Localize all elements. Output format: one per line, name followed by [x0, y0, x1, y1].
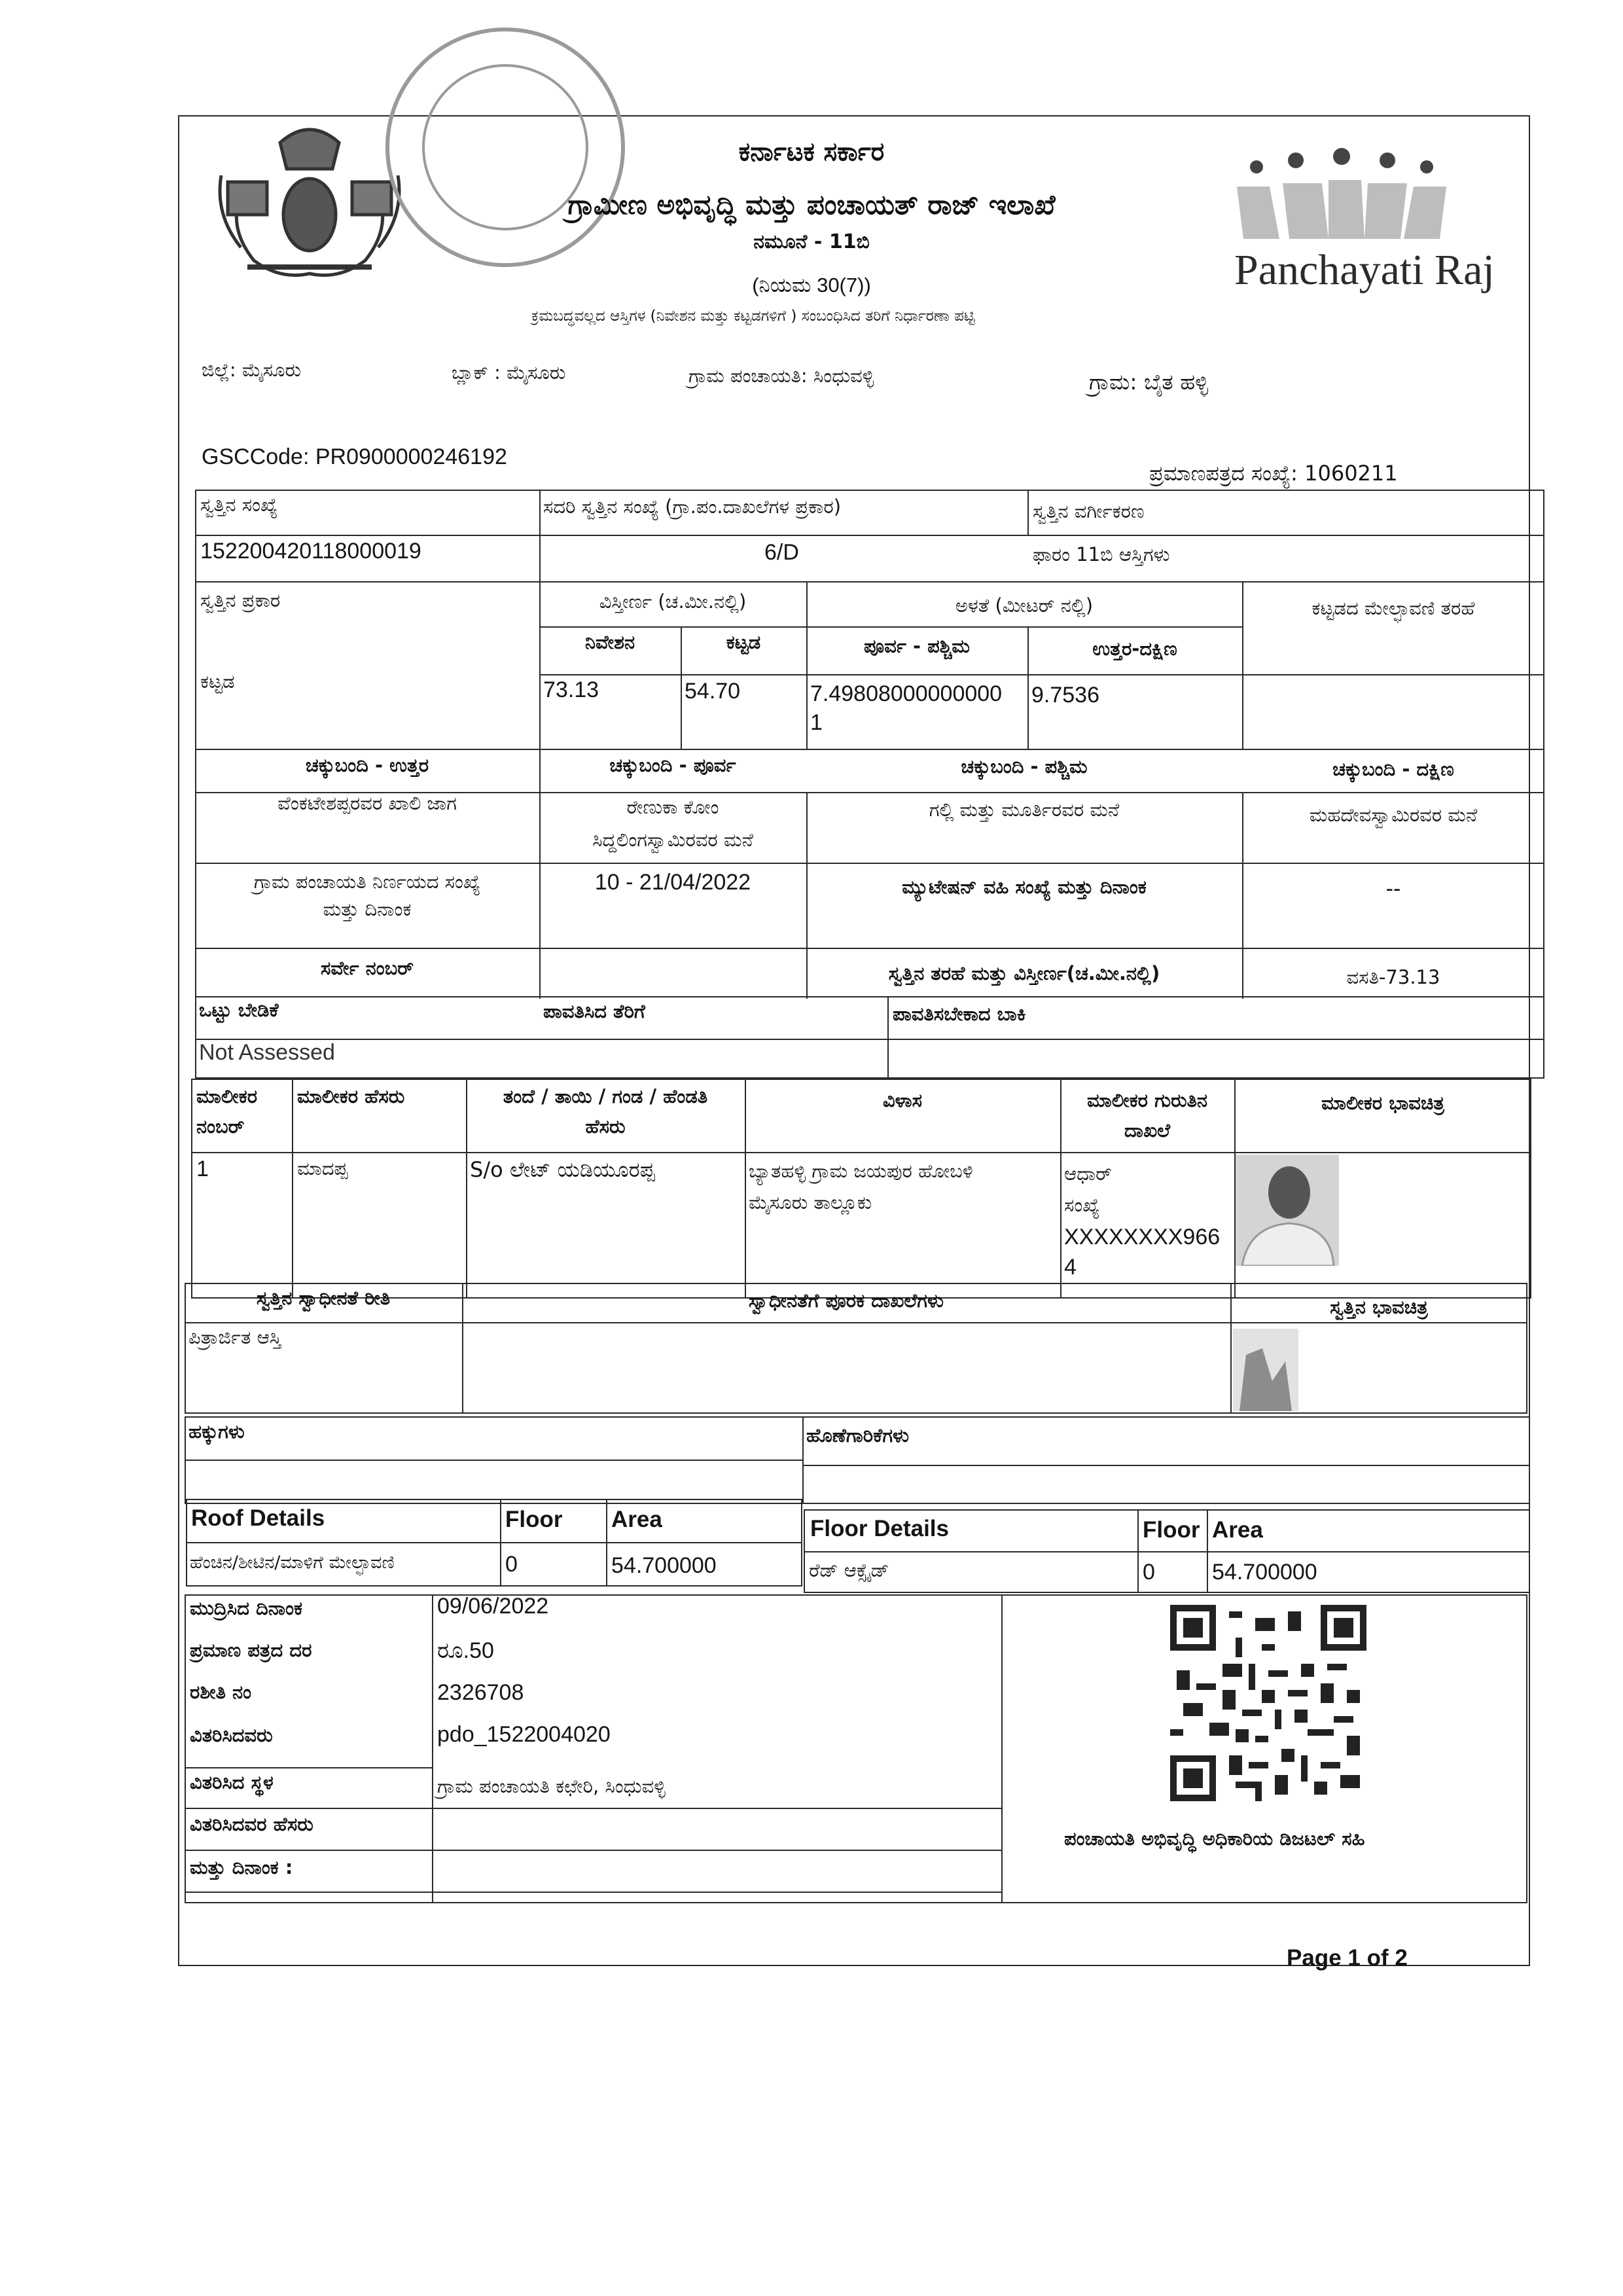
property-photo-label: ಸ್ವತ್ತಿನ ಭಾವಚಿತ್ರ [1330, 1296, 1428, 1318]
property-photo [1233, 1329, 1298, 1411]
fee-label: ಪ್ರಮಾಣ ಪತ್ರದ ದರ [190, 1639, 312, 1661]
receipt-value: 2326708 [437, 1680, 524, 1705]
floor-type-value: ರೆಡ್ ಆಕ್ಸೈಡ್ [809, 1559, 889, 1581]
total-demand-label: ಒಟ್ಟು ಬೇಡಿಕೆ [199, 999, 279, 1021]
owner-name-label: ಮಾಲೀಕರ ಹೆಸರು [297, 1085, 405, 1107]
resolution-label-cont: ಮತ್ತು ದಿನಾಂಕ [323, 898, 412, 920]
ownership-mode-value: ಪಿತ್ರಾರ್ಜಿತ ಆಸ್ತಿ [188, 1326, 281, 1348]
id-proof-label-cont: ದಾಖಲೆ [1124, 1119, 1171, 1141]
boundary-west-label: ಚಕ್ಕುಬಂದಿ - ಪಶ್ಚಿಮ [961, 755, 1088, 778]
page-number: Page 1 of 2 [1287, 1945, 1408, 1971]
balance-due-label: ಪಾವತಿಸಬೇಕಾದ ಬಾಕಿ [893, 1003, 1026, 1025]
gsc-code: GSCCode: PR0900000246192 [202, 444, 507, 469]
resolution-label: ಗ್ರಾಮ ಪಂಚಾಯತಿ ನಿರ್ಣಯದ ಸಂಖ್ಯೆ [253, 870, 481, 893]
classification-value: ಫಾರಂ 11ಬಿ ಆಸ್ತಿಗಳು [1033, 543, 1170, 565]
print-date-label: ಮುದ್ರಿಸಿದ ದಿನಾಂಕ [190, 1597, 303, 1619]
village: ಗ್ರಾಮ: ಬೈತ ಹಳ್ಳಿ [1089, 369, 1209, 395]
floor-label: Floor [1143, 1517, 1200, 1543]
boundary-north-label: ಚಕ್ಕುಬಂದಿ - ಉತ್ತರ [305, 754, 429, 776]
property-nature-label: ಸ್ವತ್ತಿನ ತರಹೆ ಮತ್ತು ವಿಸ್ತೀರ್ಣ(ಚ.ಮೀ.ನಲ್ಲಿ) [888, 962, 1160, 984]
block: ಬ್ಲಾಕ್ : ಮೈಸೂರು [452, 361, 566, 384]
resolution-value: 10 - 21/04/2022 [594, 870, 751, 895]
roof-floor-value: 0 [505, 1552, 518, 1577]
issuer-label: ವಿತರಿಸಿದವರು [190, 1724, 273, 1746]
boundary-north-value: ವೆಂಕಟೇಶಪ್ಪರವರ ಖಾಲಿ ಜಾಗ [277, 792, 457, 814]
owner-name-value: ಮಾದಪ್ಪ [297, 1157, 348, 1179]
site-label: ನಿವೇಶನ [584, 631, 635, 653]
boundary-south-value: ಮಹದೇವಸ್ವಾಮಿರವರ ಮನೆ [1309, 804, 1478, 826]
ownership-mode-label: ಸ್ವತ್ತಿನ ಸ್ವಾಧೀನತೆ ರೀತಿ [256, 1287, 391, 1309]
owner-number-label-cont: ನಂಬರ್ [196, 1115, 245, 1138]
sadari-number-label: ಸದರಿ ಸ್ವತ್ತಿನ ಸಂಖ್ಯೆ (ಗ್ರಾ.ಪಂ.ದಾಖಲೆಗಳ ಪ್ರಕಾರ) [543, 495, 842, 518]
area-label: ವಿಸ್ತೀರ್ಣ (ಚ.ಮೀ.ನಲ್ಲಿ) [599, 590, 747, 613]
north-south-label: ಉತ್ತರ-ದಕ್ಷಿಣ [1092, 637, 1177, 660]
address-value: ಬ್ಯಾತಹಳ್ಳಿ ಗ್ರಾಮ ಜಯಪುರ ಹೋಬಳಿ [749, 1160, 973, 1182]
issuer-name-label: ವಿತರಿಸಿದವರ ಹೆಸರು [190, 1813, 313, 1835]
property-nature-value: ವಸತಿ-73.13 [1346, 966, 1440, 988]
roof-details-title: Roof Details [191, 1505, 325, 1531]
property-id-value: 152200420118000019 [200, 539, 421, 564]
boundary-east-value-cont: ಸಿದ್ದಲಿಂಗಸ್ವಾಮಿರವರ ಮನೆ [592, 829, 753, 851]
relation-value: S/o ಲೇಟ್ ಯಡಿಯೂರಪ್ಪ [470, 1157, 655, 1182]
certificate-number: ಪ್ರಮಾಣಪತ್ರದ ಸಂಖ್ಯೆ: 1060211 [1149, 461, 1398, 486]
floor-area-label: Area [1212, 1517, 1263, 1543]
fee-value: ರೂ.50 [437, 1638, 494, 1663]
aadhaar-number: XXXXXXXX966 [1064, 1225, 1221, 1249]
government-title: ಕರ್ನಾಟಕ ಸರ್ಕಾರ [738, 137, 885, 167]
dimension-label: ಅಳತೆ (ಮೀಟರ್ ನಲ್ಲಿ) [955, 594, 1094, 617]
property-type-label: ಸ್ವತ್ತಿನ ಪ್ರಕಾರ [200, 589, 281, 611]
qr-code [1170, 1605, 1366, 1801]
liabilities-label: ಹೊಣೆಗಾರಿಕೆಗಳು [806, 1424, 909, 1446]
issue-place-label: ವಿತರಿಸಿದ ಸ್ಥಳ [190, 1771, 274, 1793]
id-proof-value: ಆಧಾರ್ [1064, 1162, 1112, 1185]
address-label: ವಿಳಾಸ [882, 1089, 923, 1111]
building-area-value: 54.70 [685, 679, 741, 704]
east-west-value: 7.49808000000000 [810, 681, 1003, 706]
boundary-east-label: ಚಕ್ಕುಬಂದಿ - ಪೂರ್ವ [609, 754, 736, 776]
east-west-value-cont: 1 [810, 710, 823, 735]
rule-number: (ನಿಯಮ 30(7)) [752, 274, 871, 296]
property-id-label: ಸ್ವತ್ತಿನ ಸಂಖ್ಯೆ [200, 493, 278, 516]
address-value-cont: ಮೈಸೂರು ತಾಲ್ಲೂಕು [749, 1191, 872, 1213]
panchayati-raj-logo-text: Panchayati Raj [1234, 246, 1495, 294]
boundary-south-label: ಚಕ್ಕುಬಂದಿ - ದಕ್ಷಿಣ [1332, 758, 1454, 780]
digital-signature-label: ಪಂಚಾಯತಿ ಅಭಿವೃದ್ಧಿ ಅಧಿಕಾರಿಯ ಡಿಜಟಲ್ ಸಹಿ [1064, 1827, 1365, 1850]
document-subtitle: ಕ್ರಮಬದ್ಧವಲ್ಲದ ಆಸ್ತಿಗಳ (ನಿವೇಶನ ಮತ್ತು ಕಟ್ಟಡಗಳಿಗೆ ) ಸಂಬಂಧಿಸಿದ ತರಿಗೆ ನಿರ್ಧಾರಣಾ ಪಟ್ಟಿ [531, 308, 975, 325]
issue-date-label: ಮತ್ತು ದಿನಾಂಕ : [190, 1856, 293, 1878]
boundary-west-value: ಗಲ್ಲಿ ಮತ್ತು ಮೂರ್ತಿರವರ ಮನೆ [929, 798, 1120, 821]
property-type-value: ಕಟ್ಟಡ [200, 670, 235, 692]
aadhaar-number-cont: 4 [1064, 1255, 1077, 1280]
mutation-label: ಮ್ಯುಟೇಷನ್ ವಹಿ ಸಂಖ್ಯೆ ಮತ್ತು ದಿನಾಂಕ [902, 876, 1147, 898]
total-demand-value: Not Assessed [199, 1040, 335, 1065]
roof-area-label: Area [611, 1507, 662, 1532]
owner-number-value: 1 [196, 1157, 209, 1181]
sadari-number-value: 6/D [764, 540, 799, 565]
floor-area-value: 54.700000 [1212, 1560, 1317, 1585]
survey-number-label: ಸರ್ವೇ ನಂಬರ್ [321, 957, 414, 979]
department-title: ಗ್ರಾಮೀಣ ಅಭಿವೃದ್ಧಿ ಮತ್ತು ಪಂಚಾಯತ್ ರಾಜ್ ಇಲಾಖೆ [567, 188, 1056, 221]
boundary-east-value: ರೇಣುಕಾ ಕೋಂ [626, 796, 719, 818]
id-proof-value-cont: ಸಂಖ್ಯೆ [1064, 1194, 1100, 1216]
rights-label: ಹಕ್ಕುಗಳು [188, 1420, 245, 1443]
panchayat: ಗ್ರಾಮ ಪಂಚಾಯತಿ: ಸಿಂಧುವಳ್ಳಿ [688, 365, 874, 387]
floor-details-title: Floor Details [810, 1516, 949, 1541]
roof-floor-label: Floor [505, 1507, 563, 1532]
tax-paid-label: ಪಾವತಿಸಿದ ತೆರಿಗೆ [543, 1000, 645, 1022]
issue-place-value: ಗ್ರಾಮ ಪಂಚಾಯತಿ ಕಛೇರಿ, ಸಿಂಧುವಳ್ಳಿ [437, 1775, 666, 1797]
owner-photo [1236, 1155, 1339, 1266]
receipt-label: ರಶೀತಿ ನಂ [190, 1681, 252, 1703]
east-west-label: ಪೂರ್ವ - ಪಶ್ಚಿಮ [863, 635, 971, 657]
north-south-value: 9.7536 [1031, 683, 1099, 708]
relation-label: ತಂದೆ / ತಾಯಿ / ಗಂಡ / ಹೆಂಡತಿ [503, 1085, 708, 1107]
building-label: ಕಟ್ಟಡ [726, 631, 761, 653]
relation-label-cont: ಹೆಸರು [585, 1115, 626, 1138]
floor-number-value: 0 [1143, 1560, 1155, 1585]
issuer-value: pdo_1522004020 [437, 1722, 611, 1747]
classification-label: ಸ್ವತ್ತಿನ ವರ್ಗೀಕರಣ [1033, 500, 1145, 522]
owner-number-label: ಮಾಲೀಕರ [196, 1085, 258, 1107]
id-proof-label: ಮಾಲೀಕರ ಗುರುತಿನ [1086, 1089, 1208, 1111]
district: ಜಿಲ್ಲೆ: ಮೈಸೂರು [202, 359, 302, 381]
site-area-value: 73.13 [543, 677, 599, 702]
owner-photo-label: ಮಾಲೀಕರ ಭಾವಚಿತ್ರ [1321, 1092, 1444, 1114]
ownership-documents-label: ಸ್ವಾಧೀನತೆಗೆ ಪೂರಕ ದಾಖಲೆಗಳು [749, 1289, 944, 1312]
roof-type-label: ಕಟ್ಟಡದ ಮೇಲ್ಛಾವಣಿ ತರಹೆ [1311, 597, 1475, 619]
form-number: ನಮೂನೆ - 11ಬಿ [753, 230, 870, 253]
roof-area-value: 54.700000 [611, 1553, 717, 1578]
mutation-value: -- [1385, 876, 1401, 901]
print-date-value: 09/06/2022 [437, 1594, 549, 1619]
roof-type-value: ಹೆಂಚಿನ/ಶೀಟಿನ/ಮಾಳಿಗೆ ಮೇಲ್ಛಾವಣಿ [190, 1552, 395, 1573]
